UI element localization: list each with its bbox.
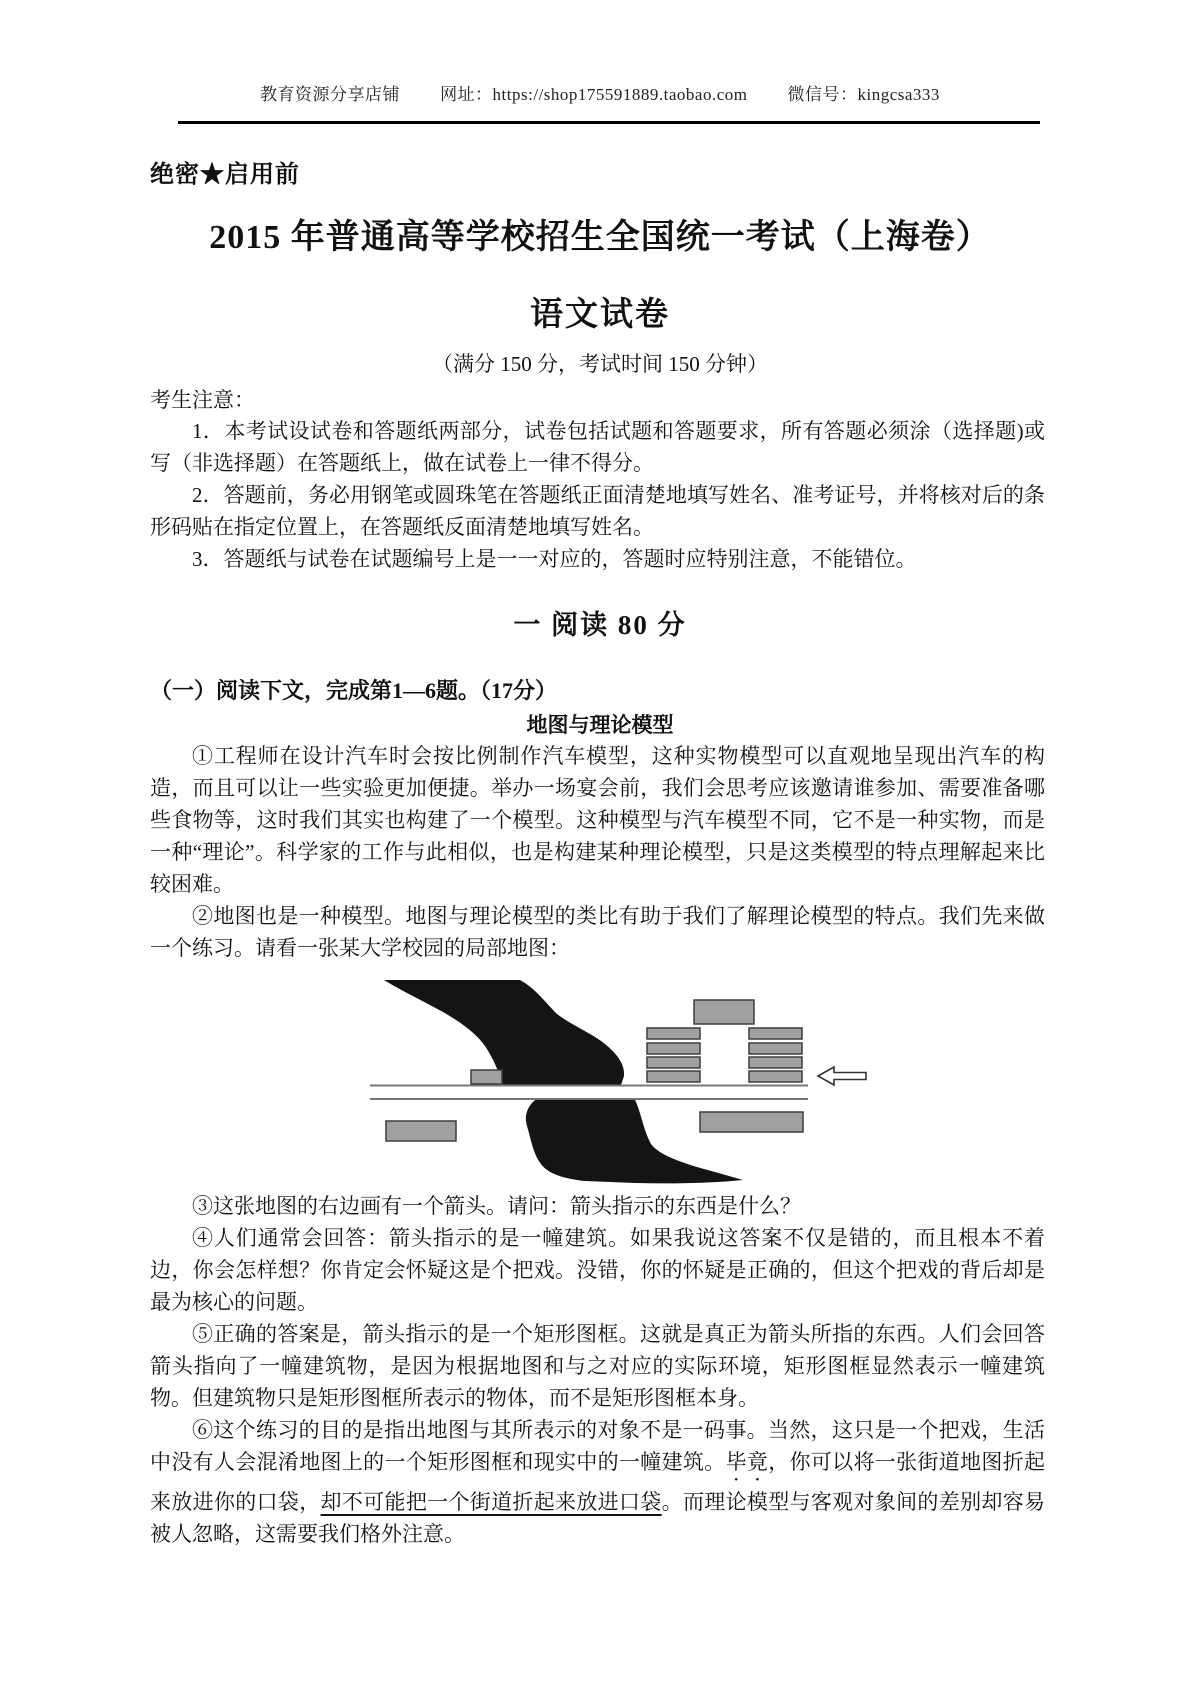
essay-paragraph-3: ③这张地图的右边画有一个箭头。请问：箭头指示的东西是什么？ bbox=[192, 1194, 801, 1218]
classification-label: 绝密★启用前 bbox=[150, 162, 300, 188]
notice-item-2: 2．答题前，务必用钢笔或圆珠笔在答题纸正面清楚地填写姓名、准考证号，并将核对后的条形码贴在指定位置上，在答题纸反面清楚地填写姓名。 bbox=[150, 483, 1045, 539]
notice-heading: 考生注意： bbox=[150, 388, 255, 412]
p6-text-mid: ，你可以将一张街道地图折起来放进你的口袋， bbox=[150, 1450, 1046, 1514]
building-row-left-2 bbox=[647, 1043, 700, 1054]
building-row-left-1 bbox=[647, 1028, 700, 1039]
campus-map bbox=[345, 964, 885, 1184]
essay-paragraph-4: ④人们通常会回答：箭头指示的是一幢建筑。如果我说这答案不仅是错的，而且根本不着边，你会怎样想？你肯定会怀疑这是个把戏。没错，你的怀疑是正确的，但这个把戏的背后却是最为核心的问题。 bbox=[150, 1226, 1045, 1314]
building-small-roadside bbox=[471, 1070, 502, 1084]
building-bottom-right bbox=[700, 1112, 803, 1132]
part-heading: （一）阅读下文，完成第1—6题。（17分） bbox=[150, 678, 558, 703]
building-bottom-left bbox=[386, 1121, 456, 1141]
notice-item-3: 3．答题纸与试卷在试题编号上是一一对应的，答题时应特别注意，不能错位。 bbox=[192, 547, 917, 571]
essay-paragraph-2: ②地图也是一种模型。地图与理论模型的类比有助于我们了解理论模型的特点。我们先来做一个练习。请看一张某大学校园的局部地图： bbox=[150, 904, 1045, 960]
building-row-right-1 bbox=[749, 1028, 802, 1039]
essay-paragraph-6 bbox=[150, 1414, 1045, 1550]
shop-url: 网址：https://shop175591889.taobao.com bbox=[440, 85, 748, 104]
building-row-left-3 bbox=[647, 1057, 700, 1068]
p6-text-pre: ⑥这个练习的目的是指出地图与其所表示的对象不是一码事。当然，这只是一个把戏，生活中没有人会混淆地图上的一个矩形图框和现实中的一幢建筑。 bbox=[150, 1418, 1045, 1474]
campus-map-figure bbox=[345, 964, 885, 1184]
exam-meta: （满分 150 分，考试时间 150 分钟） bbox=[432, 352, 768, 376]
p6-emphasized-text: 毕竟 bbox=[725, 1450, 769, 1474]
header-divider bbox=[178, 121, 1040, 124]
shop-wechat: 微信号：kingcsa333 bbox=[787, 85, 940, 104]
essay-paragraph-1: ①工程师在设计汽车时会按比例制作汽车模型，这种实物模型可以直观地呈现出汽车的构造，而且可以让一些实验更加便捷。举办一场宴会前，我们会思考应该邀请谁参加、需要准备哪些食物等，这时我们其实也构建了一个模型。这种模型与汽车模型不同，它不是一种实物，而是一种“理论”。科学家的工作与此相似，也是构建某种理论模型，只是这类模型的特点理解起来比较困难。 bbox=[150, 744, 1045, 896]
exam-subtitle: 语文试卷 bbox=[530, 297, 670, 333]
building-row-right-3 bbox=[749, 1057, 802, 1068]
left-arrow-icon bbox=[818, 1067, 866, 1085]
p6-underlined-text: 却不可能把一个街道折起来放进口袋 bbox=[320, 1490, 662, 1514]
notice-item-1: 1．本考试设试卷和答题纸两部分，试卷包括试题和答题要求，所有答题必须涂（选择题)或写（非选择题）在答题纸上，做在试卷上一律不得分。 bbox=[150, 419, 1045, 475]
shop-name: 教育资源分享店铺 bbox=[260, 85, 401, 104]
building-row-left-4 bbox=[647, 1071, 700, 1082]
building-top bbox=[694, 1000, 754, 1024]
section-title: 一 阅读 80 分 bbox=[513, 610, 687, 640]
p6-text-post: 。而理论模型与客观对象间的差别却容易被人忽略，这需要我们格外注意。 bbox=[150, 1490, 1046, 1546]
building-row-right-4 bbox=[749, 1071, 802, 1082]
building-row-right-2 bbox=[749, 1043, 802, 1054]
river-shape-upper bbox=[384, 980, 624, 1085]
essay-title: 地图与理论模型 bbox=[526, 713, 674, 737]
exam-title: 2015 年普通高等学校招生全国统一考试（上海卷） bbox=[209, 219, 991, 256]
essay-paragraph-5: ⑤正确的答案是，箭头指示的是一个矩形图框。这就是真正为箭头所指的东西。人们会回答箭头指向了一幢建筑物，是因为根据地图和与之对应的实际环境，矩形图框显然表示一幢建筑物。但建筑物只是矩形图框所表示的物体，而不是矩形图框本身。 bbox=[150, 1322, 1045, 1410]
shop-header bbox=[0, 0, 1200, 105]
